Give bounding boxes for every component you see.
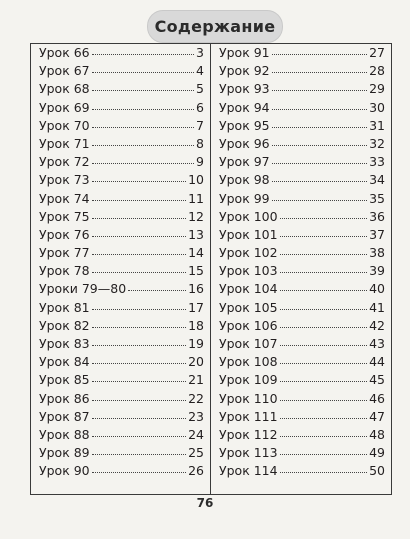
toc-entry-page: 6 — [196, 99, 204, 115]
toc-entry — [39, 353, 204, 371]
toc-entry — [219, 353, 385, 371]
toc-entry — [39, 335, 204, 353]
toc-entry-lesson: Урок 102 — [219, 245, 278, 261]
toc-entry-page: 10 — [188, 172, 204, 188]
toc-entry-lesson: Урок 74 — [39, 190, 90, 206]
toc-entry-lesson: Урок 89 — [39, 445, 90, 461]
toc-entry-lesson: Урок 86 — [39, 390, 90, 406]
toc-entry-lesson: Урок 72 — [39, 154, 90, 170]
toc-entry-leader-dots — [272, 53, 367, 55]
toc-entry-lesson: Урок 99 — [219, 190, 270, 206]
toc-entry-page: 49 — [369, 445, 385, 461]
toc-entry — [39, 117, 204, 135]
toc-entry-page: 18 — [188, 317, 204, 333]
toc-entry-lesson: Урок 101 — [219, 226, 278, 242]
toc-entry-lesson: Урок 67 — [39, 63, 90, 79]
toc-entry — [219, 280, 385, 298]
toc-entry-leader-dots — [92, 53, 194, 55]
toc-entry-leader-dots — [272, 126, 367, 128]
toc-entry-leader-dots — [92, 162, 194, 164]
toc-entry-lesson: Урок 82 — [39, 317, 90, 333]
toc-entry — [219, 153, 385, 171]
toc-entry-page: 48 — [369, 426, 385, 442]
toc-entry-leader-dots — [272, 162, 367, 164]
toc-entry-lesson: Урок 93 — [219, 81, 270, 97]
toc-entry — [219, 262, 385, 280]
toc-entry-leader-dots — [272, 89, 367, 91]
toc-entry-page: 23 — [188, 408, 204, 424]
toc-entry-lesson: Урок 103 — [219, 263, 278, 279]
title-badge — [147, 10, 283, 43]
toc-entry-leader-dots — [280, 326, 368, 328]
toc-right-column — [211, 44, 391, 494]
toc-entry — [39, 190, 204, 208]
toc-entry-lesson: Урок 92 — [219, 63, 270, 79]
toc-entry-page: 21 — [188, 372, 204, 388]
toc-entry-leader-dots — [92, 326, 186, 328]
toc-entry-lesson: Урок 96 — [219, 135, 270, 151]
toc-entry — [219, 208, 385, 226]
toc-entry-page: 12 — [188, 208, 204, 224]
toc-entry-lesson: Урок 98 — [219, 172, 270, 188]
toc-entry — [219, 99, 385, 117]
toc-entry — [219, 171, 385, 189]
toc-entry — [219, 371, 385, 389]
toc-entry-leader-dots — [92, 308, 186, 310]
toc-entry-lesson: Урок 100 — [219, 208, 278, 224]
toc-entry — [219, 299, 385, 317]
toc-entry-lesson: Урок 73 — [39, 172, 90, 188]
page-title: Содержание — [154, 17, 276, 36]
toc-entry-page: 26 — [188, 463, 204, 479]
toc-entry — [219, 244, 385, 262]
toc-entry-leader-dots — [280, 271, 368, 273]
toc-entry-page: 19 — [188, 336, 204, 351]
toc-entry-leader-dots — [280, 362, 368, 364]
toc-entry-lesson: Урок 108 — [219, 354, 278, 370]
toc-entry-page: 13 — [188, 226, 204, 242]
toc-entry-page: 28 — [369, 63, 385, 79]
toc-entry-page: 4 — [196, 63, 204, 79]
toc-entry-lesson: Урок 90 — [39, 463, 90, 479]
toc-entry-lesson: Урок 95 — [219, 117, 270, 133]
toc-entry — [39, 62, 204, 80]
toc-entry — [39, 135, 204, 153]
toc-entry — [219, 135, 385, 153]
toc-entry-leader-dots — [92, 435, 186, 437]
toc-entry-page: 16 — [188, 281, 204, 297]
toc-entry-lesson: Урок 85 — [39, 372, 90, 388]
toc-entry — [39, 371, 204, 389]
toc-entry-lesson: Урок 71 — [39, 135, 90, 151]
toc-entry-page: 20 — [188, 354, 204, 370]
toc-entry-lesson: Урок 107 — [219, 336, 278, 351]
toc-entry-leader-dots — [92, 399, 186, 401]
toc-entry-page: 39 — [369, 263, 385, 279]
toc-entry-lesson: Урок 106 — [219, 317, 278, 333]
toc-entry — [219, 226, 385, 244]
toc-entry — [219, 426, 385, 444]
toc-entry-leader-dots — [280, 344, 368, 346]
toc-entry-leader-dots — [92, 180, 186, 182]
toc-entry — [219, 317, 385, 335]
toc-entry-page: 9 — [196, 154, 204, 170]
toc-entry-page: 38 — [369, 245, 385, 261]
toc-entry-lesson: Урок 110 — [219, 390, 278, 406]
toc-entry-leader-dots — [92, 271, 186, 273]
toc-entry-page: 30 — [369, 99, 385, 115]
toc-entry-lesson: Урок 97 — [219, 154, 270, 170]
toc-entry-lesson: Урок 75 — [39, 208, 90, 224]
toc-entry-lesson: Урок 104 — [219, 281, 278, 297]
toc-entry — [219, 390, 385, 408]
toc-entry-leader-dots — [272, 144, 367, 146]
toc-entry — [219, 190, 385, 208]
toc-entry-leader-dots — [92, 217, 186, 219]
toc-entry-page: 41 — [369, 299, 385, 315]
toc-left-column — [31, 44, 211, 494]
toc-entry-leader-dots — [92, 126, 194, 128]
toc-entry — [39, 299, 204, 317]
toc-entry-leader-dots — [280, 417, 368, 419]
page-number: 76 — [196, 496, 214, 510]
toc-entry-leader-dots — [92, 199, 186, 201]
toc-entry-page: 46 — [369, 390, 385, 406]
toc-entry-page: 43 — [369, 336, 385, 351]
toc-entry — [39, 208, 204, 226]
toc-entry-page: 3 — [196, 45, 204, 60]
toc-entry-leader-dots — [92, 380, 186, 382]
toc-entry-page: 34 — [369, 172, 385, 188]
toc-entry-lesson: Урок 105 — [219, 299, 278, 315]
toc-entry-page: 8 — [196, 135, 204, 151]
toc-entry-lesson: Урок 81 — [39, 299, 90, 315]
toc-entry-leader-dots — [280, 453, 368, 455]
toc-entry — [219, 408, 385, 426]
toc-entry — [39, 317, 204, 335]
toc-entry-leader-dots — [92, 417, 186, 419]
toc-entry-lesson: Урок 77 — [39, 245, 90, 261]
toc-entry-lesson: Урок 113 — [219, 445, 278, 461]
toc-entry-leader-dots — [92, 89, 194, 91]
toc-entry — [39, 171, 204, 189]
toc-entry-leader-dots — [272, 180, 367, 182]
toc-entry-leader-dots — [92, 362, 186, 364]
toc-entry-page: 24 — [188, 426, 204, 442]
toc-entry — [39, 244, 204, 262]
toc-entry-leader-dots — [272, 108, 367, 110]
table-of-contents — [30, 43, 392, 495]
toc-entry-leader-dots — [92, 471, 186, 473]
toc-entry — [39, 426, 204, 444]
toc-entry — [39, 44, 204, 62]
toc-entry — [39, 262, 204, 280]
toc-entry — [219, 62, 385, 80]
toc-entry-leader-dots — [272, 71, 367, 73]
toc-entry-leader-dots — [92, 108, 194, 110]
toc-entry-page: 17 — [188, 299, 204, 315]
toc-entry-page: 5 — [196, 81, 204, 97]
toc-entry-lesson: Урок 76 — [39, 226, 90, 242]
toc-entry-leader-dots — [280, 399, 368, 401]
toc-entry-page: 7 — [196, 117, 204, 133]
toc-entry-leader-dots — [92, 253, 186, 255]
toc-entry-page: 22 — [188, 390, 204, 406]
toc-entry-lesson: Урок 66 — [39, 45, 90, 60]
toc-entry — [219, 444, 385, 462]
toc-entry — [39, 444, 204, 462]
toc-entry-page: 47 — [369, 408, 385, 424]
toc-entry-page: 45 — [369, 372, 385, 388]
toc-entry-page: 32 — [369, 135, 385, 151]
toc-entry-lesson: Урок 109 — [219, 372, 278, 388]
toc-entry-leader-dots — [92, 144, 194, 146]
toc-entry — [219, 80, 385, 98]
toc-entry-leader-dots — [272, 199, 367, 201]
toc-entry-lesson: Урок 91 — [219, 45, 270, 60]
toc-entry — [219, 335, 385, 353]
toc-entry-leader-dots — [92, 344, 186, 346]
toc-entry-lesson: Урок 69 — [39, 99, 90, 115]
toc-entry-leader-dots — [280, 289, 368, 291]
toc-entry-leader-dots — [280, 380, 368, 382]
toc-entry-leader-dots — [128, 289, 186, 291]
toc-entry-page: 31 — [369, 117, 385, 133]
toc-entry-lesson: Урок 111 — [219, 408, 278, 424]
toc-entry-page: 25 — [188, 445, 204, 461]
toc-entry-lesson: Урок 114 — [219, 463, 278, 479]
toc-entry-page: 35 — [369, 190, 385, 206]
toc-entry-page: 36 — [369, 208, 385, 224]
toc-entry-leader-dots — [280, 235, 368, 237]
toc-entry — [219, 117, 385, 135]
toc-entry-lesson: Урок 87 — [39, 408, 90, 424]
toc-entry-page: 40 — [369, 281, 385, 297]
toc-entry — [39, 408, 204, 426]
toc-entry-page: 42 — [369, 317, 385, 333]
toc-entry-page: 50 — [369, 463, 385, 479]
toc-entry-lesson: Урок 88 — [39, 426, 90, 442]
toc-entry-lesson: Урок 70 — [39, 117, 90, 133]
toc-entry-page: 33 — [369, 154, 385, 170]
toc-entry-lesson: Урок 112 — [219, 426, 278, 442]
toc-entry-page: 29 — [369, 81, 385, 97]
toc-entry — [39, 280, 204, 298]
toc-entry-leader-dots — [280, 253, 368, 255]
toc-entry-leader-dots — [92, 71, 194, 73]
toc-entry-page: 11 — [188, 190, 204, 206]
toc-entry-page: 15 — [188, 263, 204, 279]
toc-entry — [219, 462, 385, 480]
toc-entry-page: 44 — [369, 354, 385, 370]
toc-entry — [39, 80, 204, 98]
toc-entry-leader-dots — [280, 308, 368, 310]
toc-entry — [39, 226, 204, 244]
toc-entry-lesson: Урок 78 — [39, 263, 90, 279]
toc-entry — [39, 99, 204, 117]
toc-entry-page: 37 — [369, 226, 385, 242]
toc-entry-leader-dots — [92, 235, 186, 237]
toc-entry-lesson: Урок 83 — [39, 336, 90, 351]
toc-entry-leader-dots — [280, 435, 368, 437]
toc-entry-page: 27 — [369, 45, 385, 60]
toc-entry — [39, 153, 204, 171]
toc-entry-leader-dots — [280, 471, 368, 473]
toc-entry-lesson: Урок 68 — [39, 81, 90, 97]
toc-entry-lesson: Уроки 79—80 — [39, 281, 127, 297]
toc-entry — [39, 390, 204, 408]
toc-entry — [39, 462, 204, 480]
toc-entry-lesson: Урок 94 — [219, 99, 270, 115]
toc-entry-lesson: Урок 84 — [39, 354, 90, 370]
toc-entry-leader-dots — [92, 453, 186, 455]
toc-entry-page: 14 — [188, 245, 204, 261]
toc-entry-leader-dots — [280, 217, 368, 219]
toc-entry — [219, 44, 385, 62]
